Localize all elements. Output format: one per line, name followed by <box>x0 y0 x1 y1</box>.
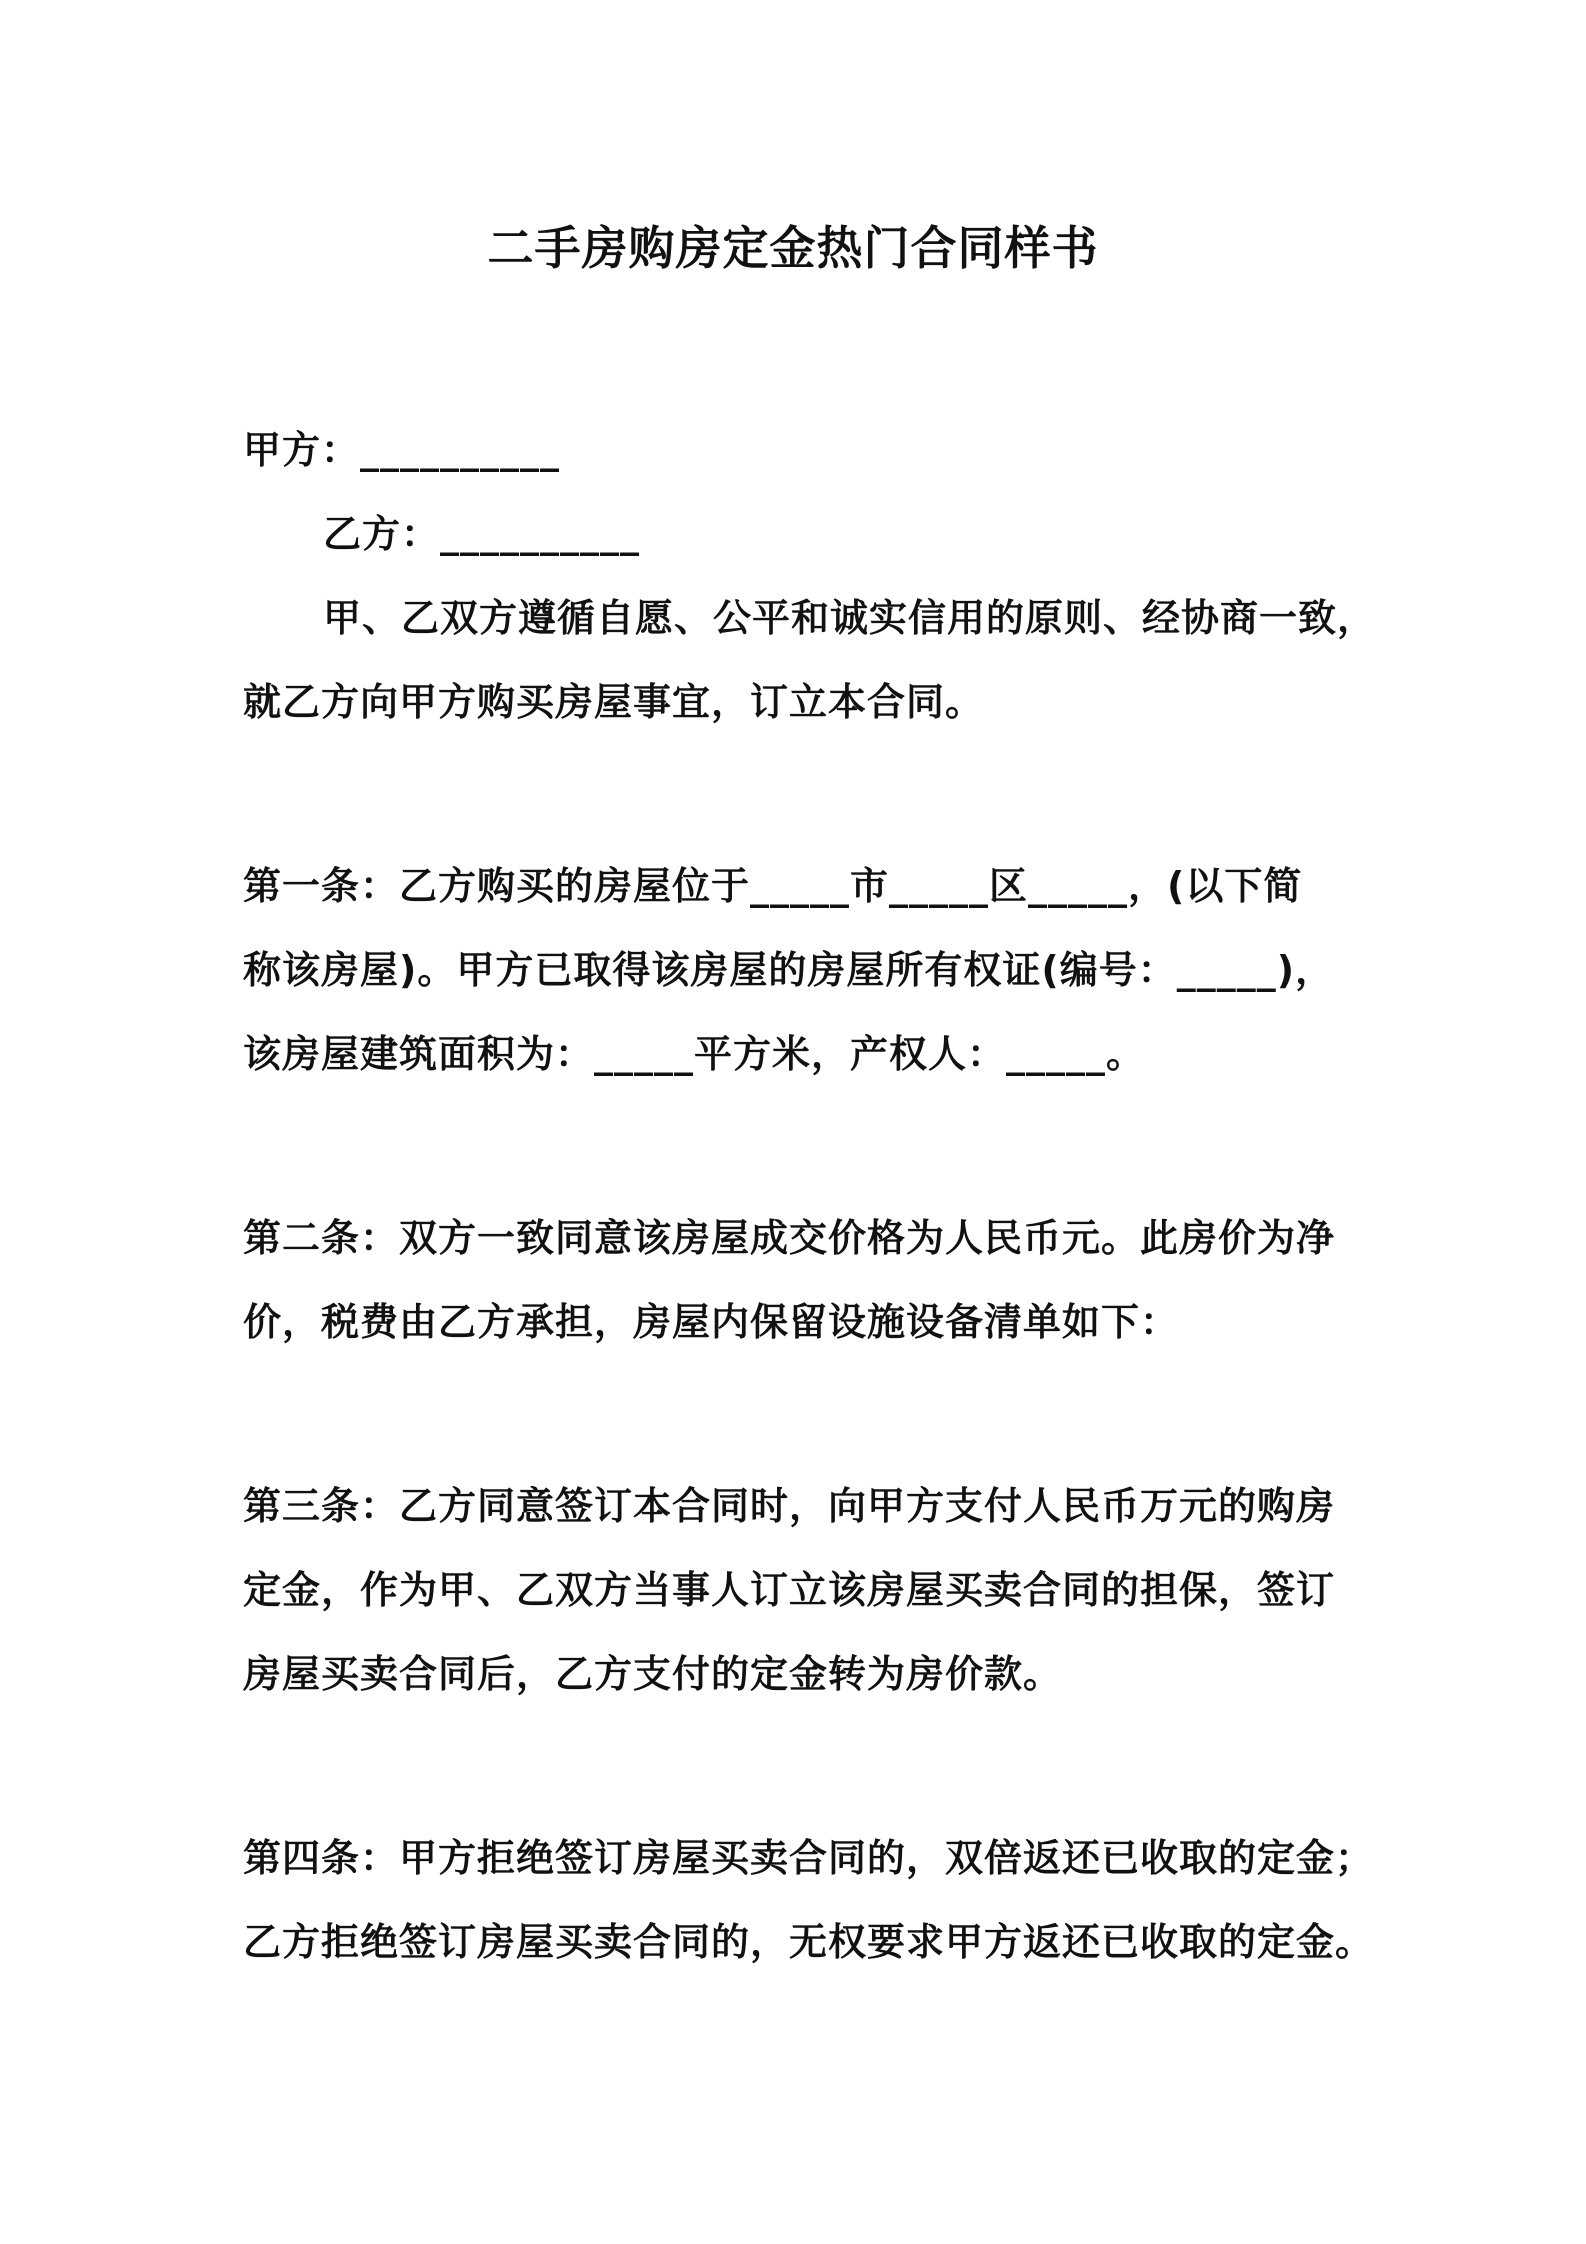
preamble-line-2: 就乙方向甲方购买房屋事宜，订立本合同。 <box>243 680 985 724</box>
party-b-line: 乙方：__________ <box>323 512 641 556</box>
document-title: 二手房购房定金热门合同样书 <box>487 221 1099 275</box>
article-3-line-2: 定金，作为甲、乙双方当事人订立该房屋买卖合同的担保，签订 <box>243 1568 1336 1612</box>
article-3-line-3: 房屋买卖合同后，乙方支付的定金转为房价款。 <box>243 1652 1063 1696</box>
party-a-line: 甲方：__________ <box>243 428 561 472</box>
article-4-line-2: 乙方拒绝签订房屋买卖合同的，无权要求甲方返还已收取的定金。 <box>243 1920 1375 1964</box>
article-4-line-1: 第四条：甲方拒绝签订房屋买卖合同的，双倍返还已收取的定金； <box>243 1836 1375 1880</box>
article-1-line-3: 该房屋建筑面积为：_____平方米，产权人：_____。 <box>243 1032 1146 1076</box>
spacer <box>243 744 1363 844</box>
spacer <box>243 1716 1363 1816</box>
article-1-line-1: 第一条：乙方购买的房屋位于_____市_____区_____，(以下简 <box>243 864 1303 908</box>
spacer <box>243 1096 1363 1196</box>
contract-body <box>243 408 1377 1984</box>
spacer <box>243 1364 1363 1464</box>
article-2-line-1: 第二条：双方一致同意该房屋成交价格为人民币元。此房价为净 <box>243 1216 1336 1260</box>
preamble-line-1: 甲、乙双方遵循自愿、公平和诚实信用的原则、经协商一致， <box>323 596 1377 640</box>
article-1-line-2: 称该房屋)。甲方已取得该房屋的房屋所有权证(编号：_____)， <box>243 948 1335 992</box>
article-3-line-1: 第三条：乙方同意签订本合同时，向甲方支付人民币万元的购房 <box>243 1484 1336 1528</box>
article-2-line-2: 价，税费由乙方承担，房屋内保留设施设备清单如下： <box>243 1300 1180 1344</box>
